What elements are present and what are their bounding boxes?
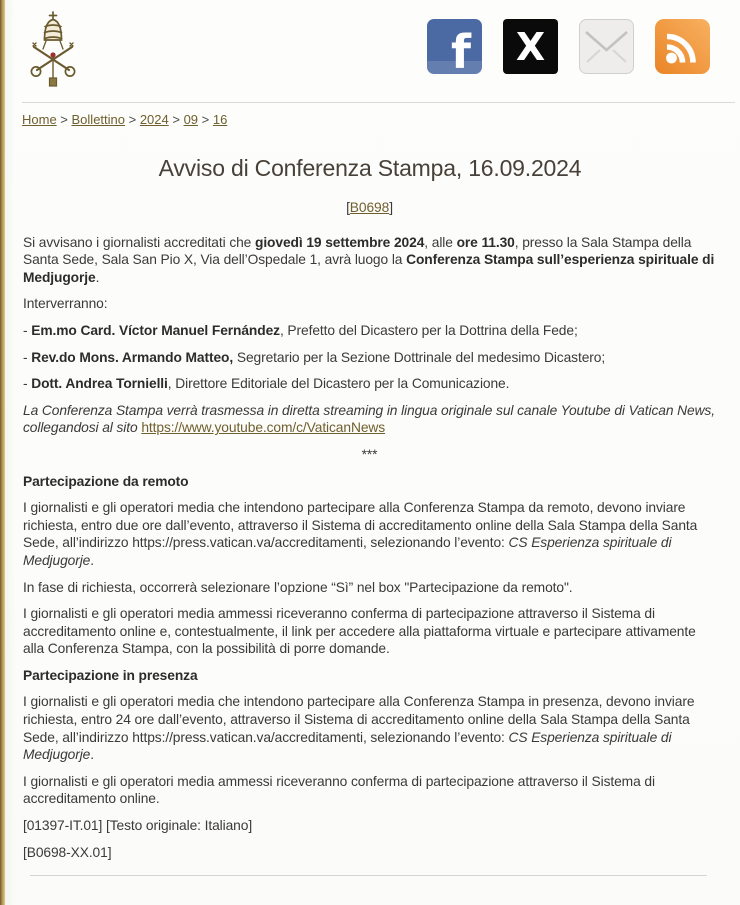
vatican-emblem-icon xyxy=(24,10,82,92)
text-span: Em.mo Card. Víctor Manuel Fernández xyxy=(31,322,280,338)
paragraph xyxy=(23,605,716,658)
text-span: CS Esperienza spirituale di Medjugorje xyxy=(23,535,672,568)
text-span: I giornalisti e gli operatori media che intendono partecipare alla Conferenza Stampa in presenza, devono inviare richiesta, entro 24 ore dall’evento, attraverso il Sistema di accreditamento online della Sala Stampa della Santa Sede, all’indirizzo https://press.vatican.va/accreditamenti, selezionando l’evento: xyxy=(23,694,695,745)
text-span: [B0698-XX.01] xyxy=(23,844,112,860)
breadcrumb-link-2024[interactable]: 2024 xyxy=(139,112,169,127)
breadcrumb-link-bollettino[interactable]: Bollettino xyxy=(71,112,125,127)
text-span: - xyxy=(23,349,32,365)
separator-stars xyxy=(23,446,716,464)
speaker-item xyxy=(23,349,716,367)
text-span: . xyxy=(90,747,94,763)
section-heading xyxy=(23,667,716,685)
speaker-item xyxy=(23,322,716,340)
text-span: ore 11.30 xyxy=(456,234,515,250)
paragraph xyxy=(23,499,716,569)
text-span: Partecipazione da remoto xyxy=(23,473,189,489)
facebook-icon[interactable] xyxy=(427,19,482,74)
text-span: Rev.do Mons. Armando Matteo, xyxy=(31,349,234,365)
header xyxy=(0,0,740,102)
text-span: Si avvisano i giornalisti accreditati che xyxy=(23,234,255,250)
text-span: Interverranno: xyxy=(23,296,108,312)
text-span: In fase di richiesta, occorrerà selezionare l’opzione “Sì” nel box "Partecipazione da remoto". xyxy=(23,579,573,595)
document-content xyxy=(0,182,740,861)
text-span: Partecipazione in presenza xyxy=(23,667,198,683)
text-span: giovedì 19 settembre 2024 xyxy=(255,234,425,250)
breadcrumb xyxy=(0,103,740,130)
paragraph xyxy=(23,295,716,313)
text-span: - xyxy=(23,322,32,338)
text-span: Dott. Andrea Tornielli xyxy=(31,376,168,392)
section-heading xyxy=(23,473,716,491)
text-span: ] xyxy=(389,200,393,215)
doc-code xyxy=(23,817,716,835)
text-span: [01397-IT.01] [Testo originale: Italiano] xyxy=(23,818,253,834)
text-span: . xyxy=(95,269,100,285)
social-links xyxy=(427,19,710,74)
bulletin-main xyxy=(0,155,740,876)
left-edge-fade xyxy=(5,0,15,905)
paragraph xyxy=(23,773,716,808)
text-span: . xyxy=(90,552,94,568)
paragraph xyxy=(23,579,716,597)
text-link[interactable]: B0698 xyxy=(349,200,390,215)
rss-icon[interactable] xyxy=(655,19,710,74)
text-link[interactable]: https://www.youtube.com/c/VaticanNews xyxy=(141,420,386,436)
text-span: , Direttore Editoriale del Dicastero per la Comunicazione. xyxy=(167,376,510,392)
text-span: I giornalisti e gli operatori media ammessi riceveranno conferma di partecipazione attraverso il Sistema di accreditamento online. xyxy=(23,773,655,807)
x-twitter-icon[interactable] xyxy=(503,19,558,74)
text-span: Segretario per la Sezione Dottrinale del medesimo Dicastero; xyxy=(233,349,606,365)
text-span: I giornalisti e gli operatori media ammessi riceveranno conferma di partecipazione attraverso il Sistema di accreditamento online e, contestualmente, il link per accedere alla piattaforma virtuale e partecipare attivamente alla Conferenza Stampa, con la possibilità di porre domande. xyxy=(23,606,696,657)
text-span: La Conferenza Stampa verrà trasmessa in diretta streaming in lingua originale sul canale Youtube di Vatican News, collegandosi al sito xyxy=(23,402,715,436)
breadcrumb-separator: > xyxy=(125,112,140,127)
svg-text:X: X xyxy=(515,25,546,69)
intro-paragraph xyxy=(23,234,716,287)
text-span: - xyxy=(23,376,32,392)
text-span: Conferenza Stampa sull’esperienza spirituale di Medjugorje xyxy=(23,252,715,285)
streaming-note xyxy=(23,402,716,437)
text-span: , alle xyxy=(424,234,457,250)
breadcrumb-link-home[interactable]: Home xyxy=(22,112,57,127)
text-span: , presso la Sala Stampa della Santa Sede, Sala San Pio X, Via dell’Ospedale 1, avrà luogo la xyxy=(23,234,692,268)
bulletin-code xyxy=(23,199,716,217)
footer-divider xyxy=(30,875,707,876)
page-title: Avviso di Conferenza Stampa, 16.09.2024 xyxy=(158,155,582,181)
speaker-item xyxy=(23,375,716,393)
breadcrumb-link-09[interactable]: 09 xyxy=(183,112,199,127)
text-span: , Prefetto del Dicastero per la Dottrina della Fede; xyxy=(279,322,578,338)
doc-code xyxy=(23,844,716,862)
breadcrumb-separator: > xyxy=(198,112,213,127)
paragraph xyxy=(23,693,716,763)
email-icon[interactable] xyxy=(579,19,634,74)
svg-text:f: f xyxy=(450,25,472,74)
breadcrumb-link-16[interactable]: 16 xyxy=(212,112,228,127)
text-span: I giornalisti e gli operatori media che intendono partecipare alla Conferenza Stampa da remoto, devono inviare richiesta, entro due ore dall’evento, attraverso il Sistema di accreditamento online della Sala Stampa della Santa Sede, all’indirizzo https://press.vatican.va/accreditamenti, selezionando l’evento: xyxy=(23,500,698,551)
text-span: *** xyxy=(361,446,378,462)
vatican-coat-of-arms-logo[interactable] xyxy=(24,10,82,92)
breadcrumb-separator: > xyxy=(168,112,184,127)
text-span: [ xyxy=(346,200,350,215)
text-span: CS Esperienza spirituale di Medjugorje xyxy=(23,729,672,763)
breadcrumb-separator: > xyxy=(56,112,72,127)
